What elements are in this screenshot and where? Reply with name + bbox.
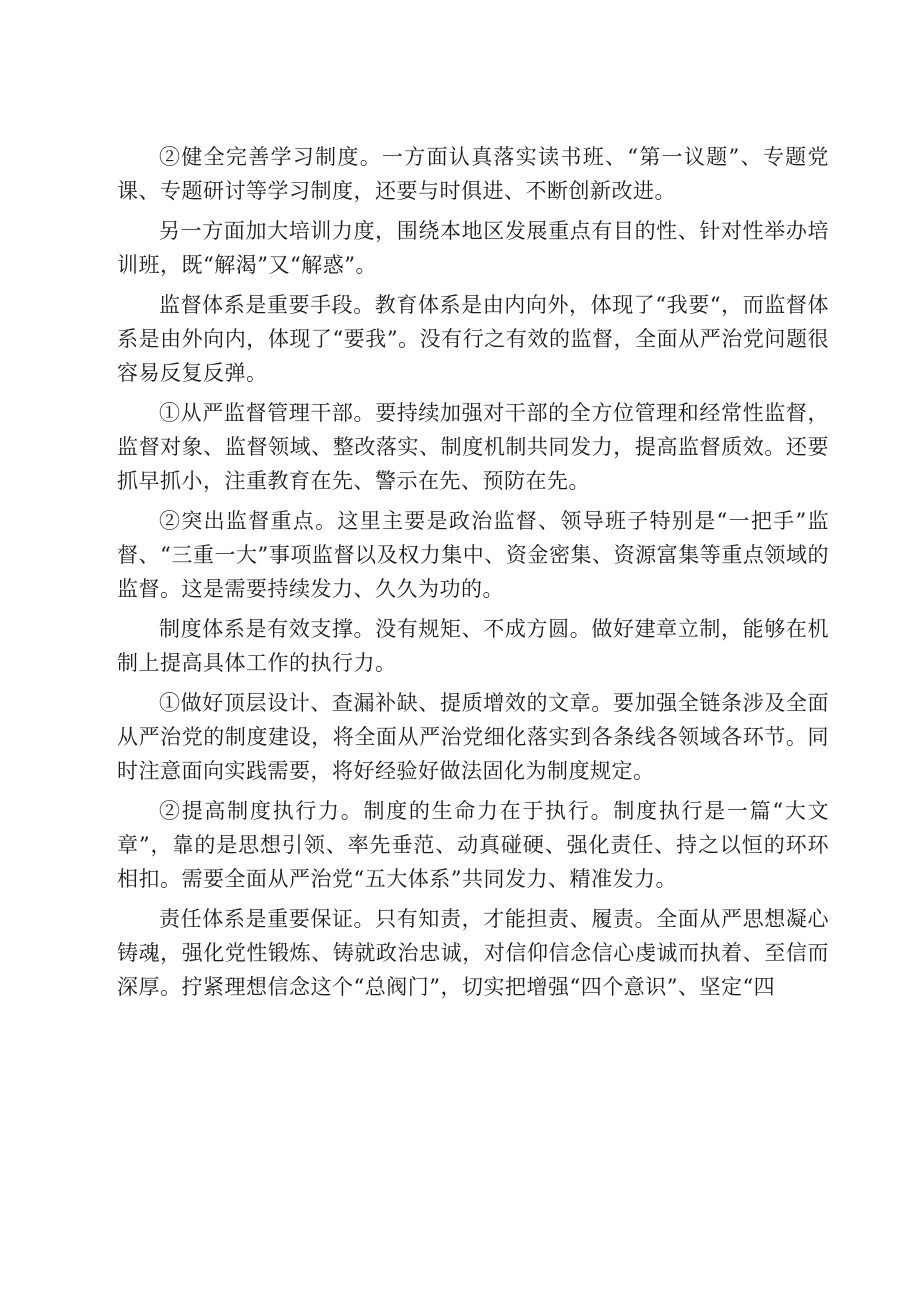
paragraph-supervision-focus: ②突出监督重点。这里主要是政治监督、领导班子特别是“一把手”监督、“三重一大”事项监督以及权力集中、资金密集、资源富集等重点领域的监督。这是需要持续发力、久久为功的。: [117, 509, 829, 601]
paragraph-execution: ②提高制度执行力。制度的生命力在于执行。制度执行是一篇“大文章”，靠的是思想引领、率先垂范、动真碰硬、强化责任、持之以恒的环环相扣。需要全面从严治党“五大体系”共同发力、精准发力。: [117, 799, 829, 891]
paragraph-training: 另一方面加大培训力度，围绕本地区发展重点有目的性、针对性举办培训班，既“解渴”又“解惑”。: [117, 219, 829, 277]
document-body: [117, 140, 829, 1010]
paragraph-responsibility-system: 责任体系是重要保证。只有知责，才能担责、履责。全面从严思想凝心铸魂，强化党性锻炼、铸就政治忠诚，对信仰信念信心虔诚而执着、至信而深厚。拧紧理想信念这个“总阀门”，切实把增强“四个意识”、坚定“四: [117, 907, 829, 999]
paragraph-cadre-supervision: ①从严监督管理干部。要持续加强对干部的全方位管理和经常性监督，监督对象、监督领域、整改落实、制度机制共同发力，提高监督质效。还要抓早抓小，注重教育在先、警示在先、预防在先。: [117, 401, 829, 493]
paragraph-supervision-system: 监督体系是重要手段。教育体系是由内向外，体现了“我要“，而监督体系是由外向内，体现了“要我”。没有行之有效的监督，全面从严治党问题很容易反复反弹。: [117, 293, 829, 385]
paragraph-institution-system: 制度体系是有效支撑。没有规矩、不成方圆。做好建章立制，能够在机制上提高具体工作的执行力。: [117, 617, 829, 675]
paragraph-study-system: ②健全完善学习制度。一方面认真落实读书班、“第一议题”、专题党课、专题研讨等学习制度，还要与时俱进、不断创新改进。: [117, 145, 829, 203]
paragraph-top-level-design: ①做好顶层设计、查漏补缺、提质增效的文章。要加强全链条涉及全面从严治党的制度建设，将全面从严治党细化落实到各条线各领域各环节。同时注意面向实践需要，将好经验好做法固化为制度规定。: [117, 691, 829, 783]
